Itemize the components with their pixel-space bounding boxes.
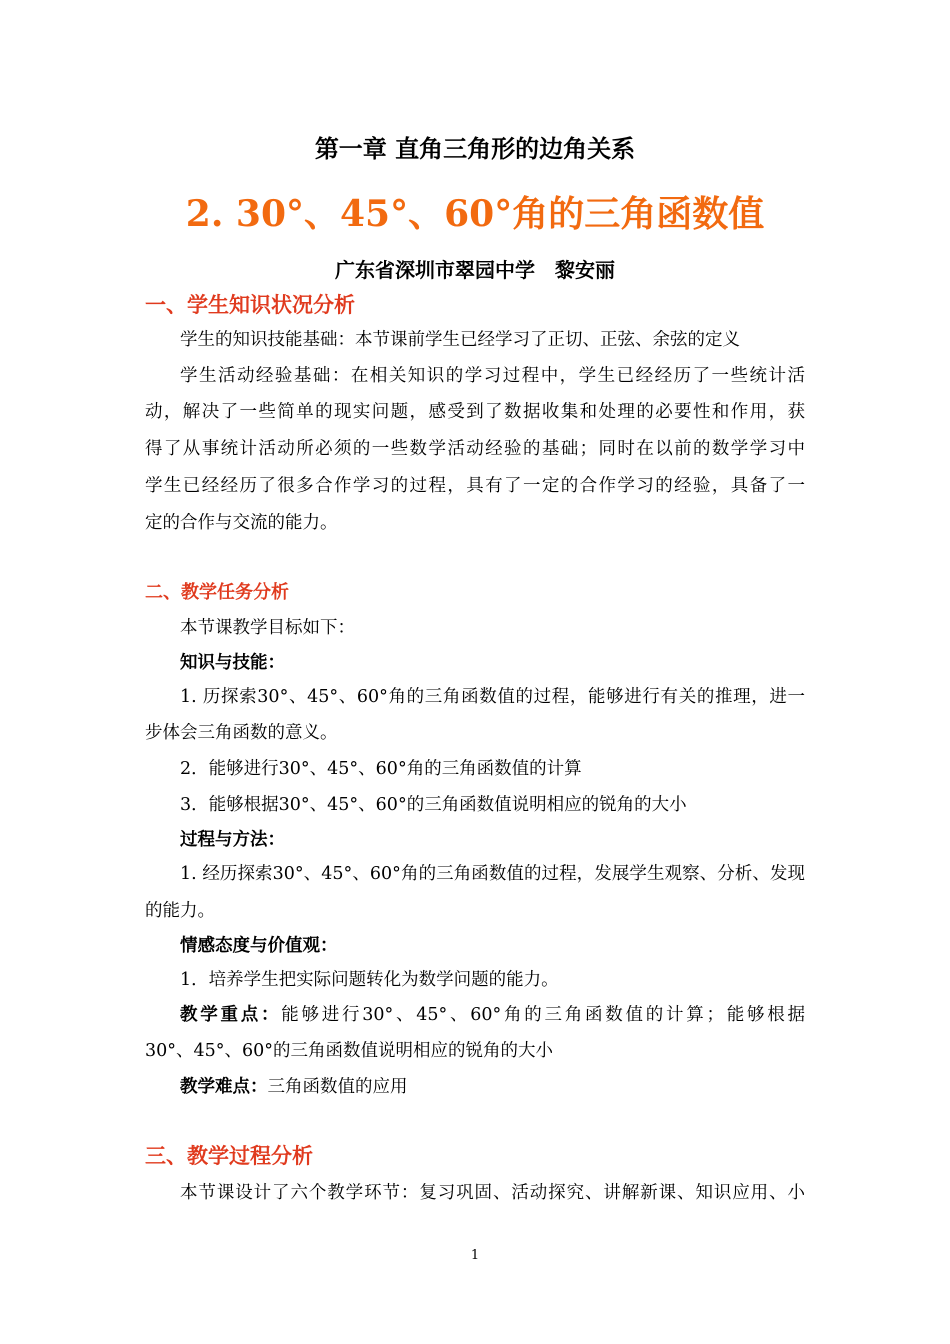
difficulty-line (180, 1074, 408, 1100)
author-line: 广东省深圳市翠园中学 黎安丽 (335, 258, 615, 282)
difficulty-label: 教学难点： (180, 1077, 268, 1097)
section-heading-3: 三、教学过程分析 (145, 1143, 313, 1168)
paragraph-line: 2．能够进行30°、45°、60°角的三角函数值的计算 (180, 759, 582, 779)
subheading-knowledge: 知识与技能： (180, 653, 285, 673)
paragraph-line: 步体会三角函数的意义。 (145, 723, 338, 743)
paragraph-line: 学生已经经历了很多合作学习的过程，具有了一定的合作学习的经验，具备了一 (145, 476, 805, 496)
paragraph-line: 本节课设计了六个教学环节：复习巩固、活动探究、讲解新课、知识应用、小 (180, 1183, 805, 1203)
chapter-title: 第一章 直角三角形的边角关系 (314, 134, 636, 163)
difficulty-text: 三角函数值的应用 (267, 1077, 408, 1097)
paragraph-line: 动，解决了一些简单的现实问题，感受到了数据收集和处理的必要性和作用，获 (145, 402, 805, 422)
paragraph-line: 30°、45°、60°的三角函数值说明相应的锐角的大小 (145, 1041, 554, 1061)
paragraph-line: 定的合作与交流的能力。 (145, 513, 338, 533)
paragraph-line: 学生活动经验基础：在相关知识的学习过程中，学生已经经历了一些统计活 (180, 366, 805, 386)
paragraph-line: 学生的知识技能基础：本节课前学生已经学习了正切、正弦、余弦的定义 (180, 330, 740, 350)
subheading-process: 过程与方法： (180, 830, 285, 850)
paragraph-line: 1. 经历探索30°、45°、60°角的三角函数值的过程，发展学生观察、分析、发现 (180, 864, 805, 884)
key-point-label: 教学重点： (180, 1005, 282, 1025)
paragraph-line: 本节课教学目标如下： (180, 618, 355, 638)
paragraph-line: 得了从事统计活动所必须的一些数学活动经验的基础；同时在以前的数学学习中 (145, 439, 805, 459)
page-number: 1 (470, 1248, 480, 1263)
paragraph-line: 1．培养学生把实际问题转化为数学问题的能力。 (180, 970, 559, 990)
paragraph-line: 3．能够根据30°、45°、60°的三角函数值说明相应的锐角的大小 (180, 795, 687, 815)
lesson-title: 2. 30°、45°、60°角的三角函数值 (185, 193, 765, 235)
section-heading-2: 二、教学任务分析 (145, 582, 289, 603)
subheading-emotion: 情感态度与价值观： (180, 936, 338, 956)
key-point-text: 能够进行30°、45°、60°角的三角函数值的计算；能够根据 (281, 1005, 806, 1025)
key-point-line (180, 1002, 805, 1028)
paragraph-line: 1. 历探索30°、45°、60°角的三角函数值的过程，能够进行有关的推理，进一 (180, 687, 805, 707)
section-heading-1: 一、学生知识状况分析 (145, 292, 355, 317)
paragraph-line: 的能力。 (145, 901, 215, 921)
